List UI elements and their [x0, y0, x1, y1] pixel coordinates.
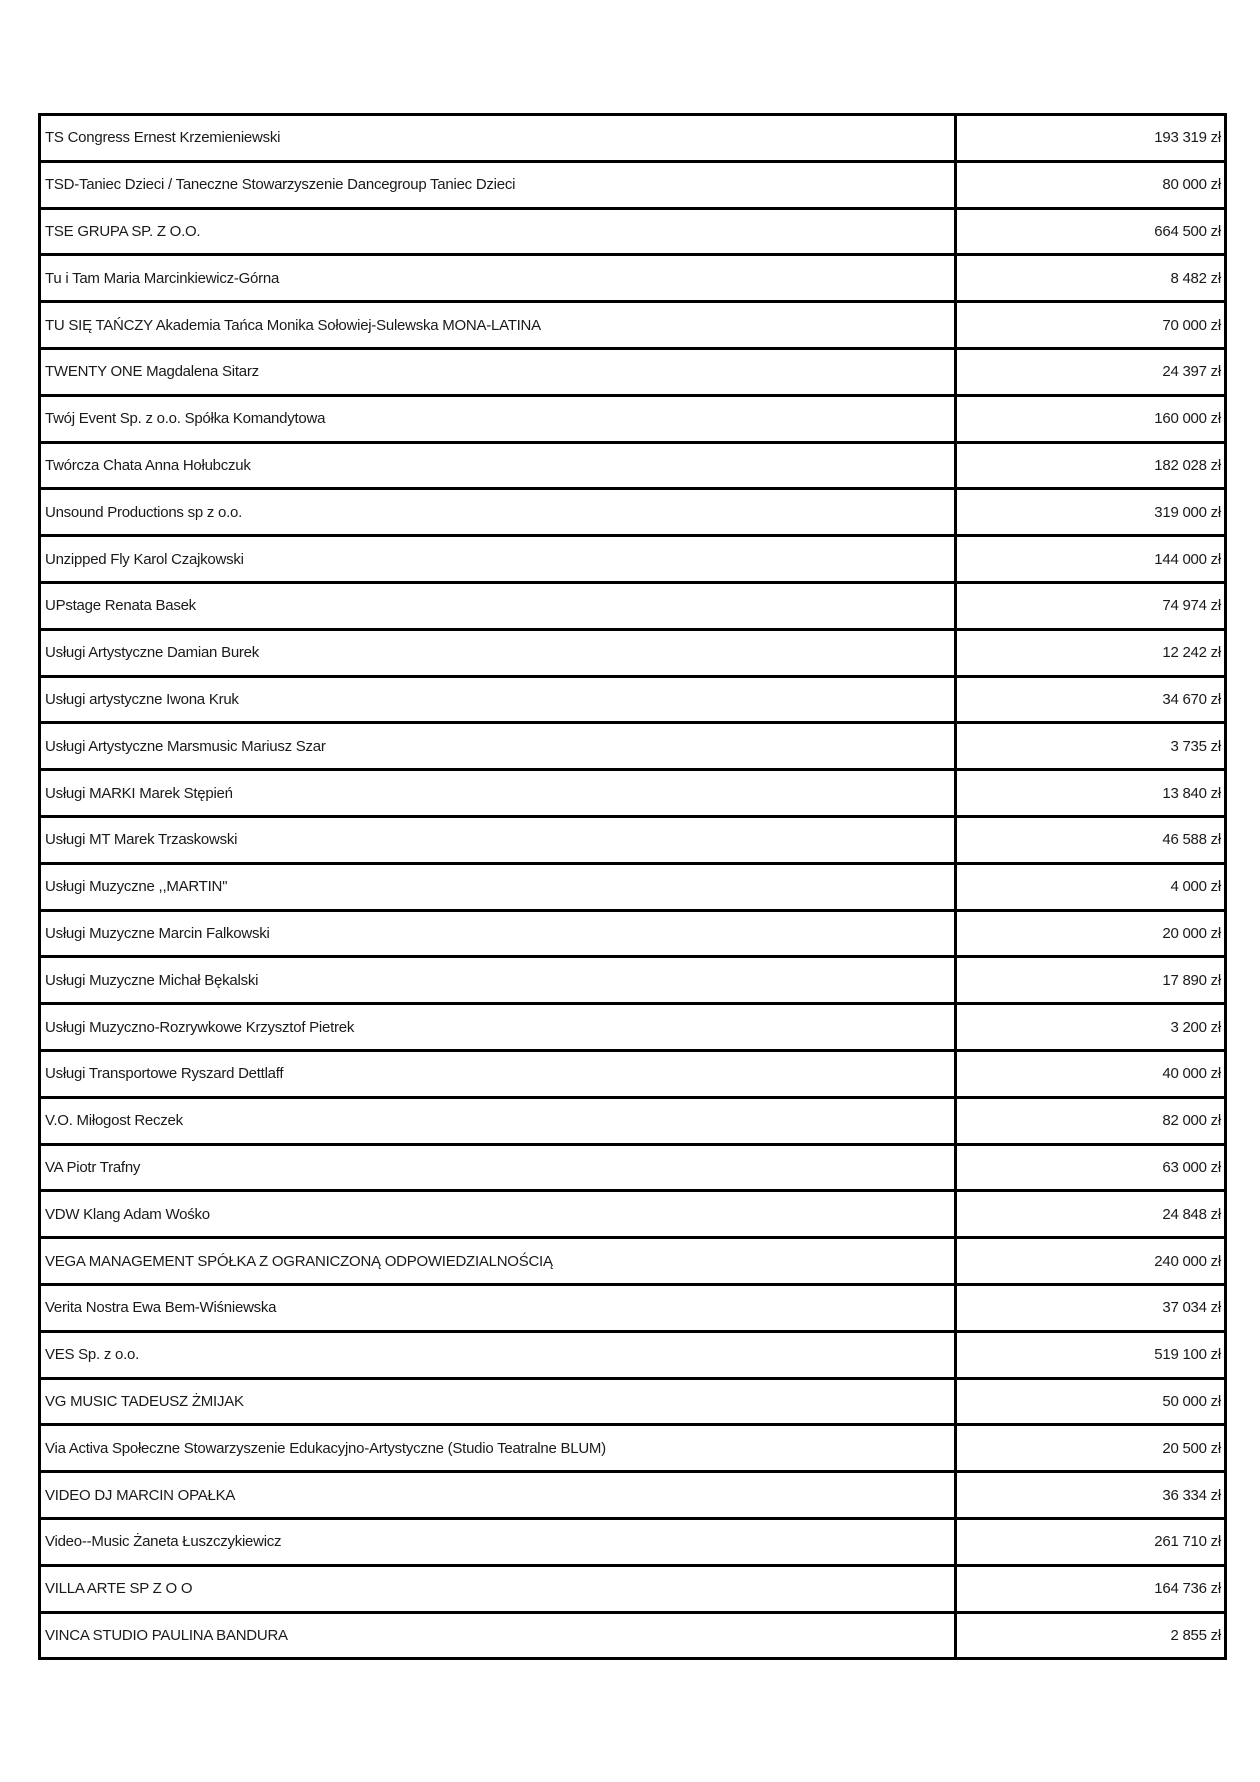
- recipient-name-cell: Tu i Tam Maria Marcinkiewicz-Górna: [40, 255, 956, 302]
- amount-cell: 37 034 zł: [956, 1284, 1226, 1331]
- table-row: [40, 255, 1226, 302]
- amount-cell: 36 334 zł: [956, 1472, 1226, 1519]
- amount-cell: 46 588 zł: [956, 816, 1226, 863]
- amount-cell: 182 028 zł: [956, 442, 1226, 489]
- table-row: [40, 1144, 1226, 1191]
- amount-cell: 261 710 zł: [956, 1518, 1226, 1565]
- table-row: [40, 302, 1226, 349]
- table-row: [40, 816, 1226, 863]
- amount-cell: 240 000 zł: [956, 1238, 1226, 1285]
- amount-cell: 144 000 zł: [956, 536, 1226, 583]
- amount-cell: 4 000 zł: [956, 863, 1226, 910]
- table-row: [40, 442, 1226, 489]
- amount-cell: 24 848 zł: [956, 1191, 1226, 1238]
- recipient-name-cell: Usługi Muzyczne Michał Bękalski: [40, 957, 956, 1004]
- recipient-name-cell: TSD-Taniec Dzieci / Taneczne Stowarzyszenie Dancegroup Taniec Dzieci: [40, 161, 956, 208]
- table-row: [40, 723, 1226, 770]
- recipient-name-cell: VILLA ARTE SP Z O O: [40, 1565, 956, 1612]
- table-row: [40, 1004, 1226, 1051]
- table-row: [40, 1518, 1226, 1565]
- recipient-name-cell: Verita Nostra Ewa Bem-Wiśniewska: [40, 1284, 956, 1331]
- amount-cell: 2 855 zł: [956, 1612, 1226, 1659]
- table-row: [40, 676, 1226, 723]
- table-row: [40, 1331, 1226, 1378]
- table-row: [40, 863, 1226, 910]
- amount-cell: 193 319 zł: [956, 115, 1226, 162]
- recipient-name-cell: Usługi Transportowe Ryszard Dettlaff: [40, 1050, 956, 1097]
- table-row: [40, 770, 1226, 817]
- recipient-name-cell: Via Activa Społeczne Stowarzyszenie Edukacyjno-Artystyczne (Studio Teatralne BLUM): [40, 1425, 956, 1472]
- recipient-name-cell: Twórcza Chata Anna Hołubczuk: [40, 442, 956, 489]
- table-row: [40, 1425, 1226, 1472]
- table-row: [40, 629, 1226, 676]
- recipients-table: [38, 113, 1227, 1660]
- amount-cell: 164 736 zł: [956, 1565, 1226, 1612]
- table-row: [40, 910, 1226, 957]
- amount-cell: 3 735 zł: [956, 723, 1226, 770]
- amount-cell: 17 890 zł: [956, 957, 1226, 1004]
- table-row: [40, 1050, 1226, 1097]
- recipient-name-cell: VIDEO DJ MARCIN OPAŁKA: [40, 1472, 956, 1519]
- recipient-name-cell: Usługi MT Marek Trzaskowski: [40, 816, 956, 863]
- recipient-name-cell: Unzipped Fly Karol Czajkowski: [40, 536, 956, 583]
- table-row: [40, 1191, 1226, 1238]
- amount-cell: 3 200 zł: [956, 1004, 1226, 1051]
- table-row: [40, 1097, 1226, 1144]
- amount-cell: 82 000 zł: [956, 1097, 1226, 1144]
- amount-cell: 160 000 zł: [956, 395, 1226, 442]
- table-row: [40, 957, 1226, 1004]
- amount-cell: 519 100 zł: [956, 1331, 1226, 1378]
- table-row: [40, 1238, 1226, 1285]
- amount-cell: 24 397 zł: [956, 348, 1226, 395]
- amount-cell: 664 500 zł: [956, 208, 1226, 255]
- amount-cell: 80 000 zł: [956, 161, 1226, 208]
- table-row: [40, 582, 1226, 629]
- recipient-name-cell: Usługi MARKI Marek Stępień: [40, 770, 956, 817]
- recipient-name-cell: Usługi Muzyczne ,,MARTIN'': [40, 863, 956, 910]
- table-row: [40, 1472, 1226, 1519]
- amount-cell: 40 000 zł: [956, 1050, 1226, 1097]
- table-row: [40, 1565, 1226, 1612]
- table-row: [40, 348, 1226, 395]
- amount-cell: 319 000 zł: [956, 489, 1226, 536]
- recipient-name-cell: Usługi Muzyczno-Rozrywkowe Krzysztof Pietrek: [40, 1004, 956, 1051]
- recipient-name-cell: Usługi Muzyczne Marcin Falkowski: [40, 910, 956, 957]
- amount-cell: 70 000 zł: [956, 302, 1226, 349]
- recipient-name-cell: TS Congress Ernest Krzemieniewski: [40, 115, 956, 162]
- recipient-name-cell: Usługi Artystyczne Damian Burek: [40, 629, 956, 676]
- recipient-name-cell: VA Piotr Trafny: [40, 1144, 956, 1191]
- table-row: [40, 536, 1226, 583]
- table-row: [40, 1284, 1226, 1331]
- amount-cell: 12 242 zł: [956, 629, 1226, 676]
- recipient-name-cell: VINCA STUDIO PAULINA BANDURA: [40, 1612, 956, 1659]
- amount-cell: 20 000 zł: [956, 910, 1226, 957]
- recipient-name-cell: Twój Event Sp. z o.o. Spółka Komandytowa: [40, 395, 956, 442]
- recipient-name-cell: VEGA MANAGEMENT SPÓŁKA Z OGRANICZONĄ ODPOWIEDZIALNOŚCIĄ: [40, 1238, 956, 1285]
- recipient-name-cell: TWENTY ONE Magdalena Sitarz: [40, 348, 956, 395]
- amount-cell: 13 840 zł: [956, 770, 1226, 817]
- recipient-name-cell: VES Sp. z o.o.: [40, 1331, 956, 1378]
- amount-cell: 63 000 zł: [956, 1144, 1226, 1191]
- table-row: [40, 395, 1226, 442]
- amount-cell: 34 670 zł: [956, 676, 1226, 723]
- table-body: [40, 115, 1226, 1659]
- recipient-name-cell: VDW Klang Adam Wośko: [40, 1191, 956, 1238]
- amount-cell: 74 974 zł: [956, 582, 1226, 629]
- recipient-name-cell: TU SIĘ TAŃCZY Akademia Tańca Monika Sołowiej-Sulewska MONA-LATINA: [40, 302, 956, 349]
- recipient-name-cell: VG MUSIC TADEUSZ ŻMIJAK: [40, 1378, 956, 1425]
- table-row: [40, 1612, 1226, 1659]
- table-row: [40, 1378, 1226, 1425]
- table-row: [40, 208, 1226, 255]
- amount-cell: 50 000 zł: [956, 1378, 1226, 1425]
- recipient-name-cell: Video--Music Żaneta Łuszczykiewicz: [40, 1518, 956, 1565]
- recipient-name-cell: TSE GRUPA SP. Z O.O.: [40, 208, 956, 255]
- recipient-name-cell: Usługi artystyczne Iwona Kruk: [40, 676, 956, 723]
- recipient-name-cell: UPstage Renata Basek: [40, 582, 956, 629]
- recipient-name-cell: Unsound Productions sp z o.o.: [40, 489, 956, 536]
- table-row: [40, 489, 1226, 536]
- amount-cell: 20 500 zł: [956, 1425, 1226, 1472]
- table-row: [40, 161, 1226, 208]
- recipient-name-cell: Usługi Artystyczne Marsmusic Mariusz Szar: [40, 723, 956, 770]
- recipient-name-cell: V.O. Miłogost Reczek: [40, 1097, 956, 1144]
- table-row: [40, 115, 1226, 162]
- amount-cell: 8 482 zł: [956, 255, 1226, 302]
